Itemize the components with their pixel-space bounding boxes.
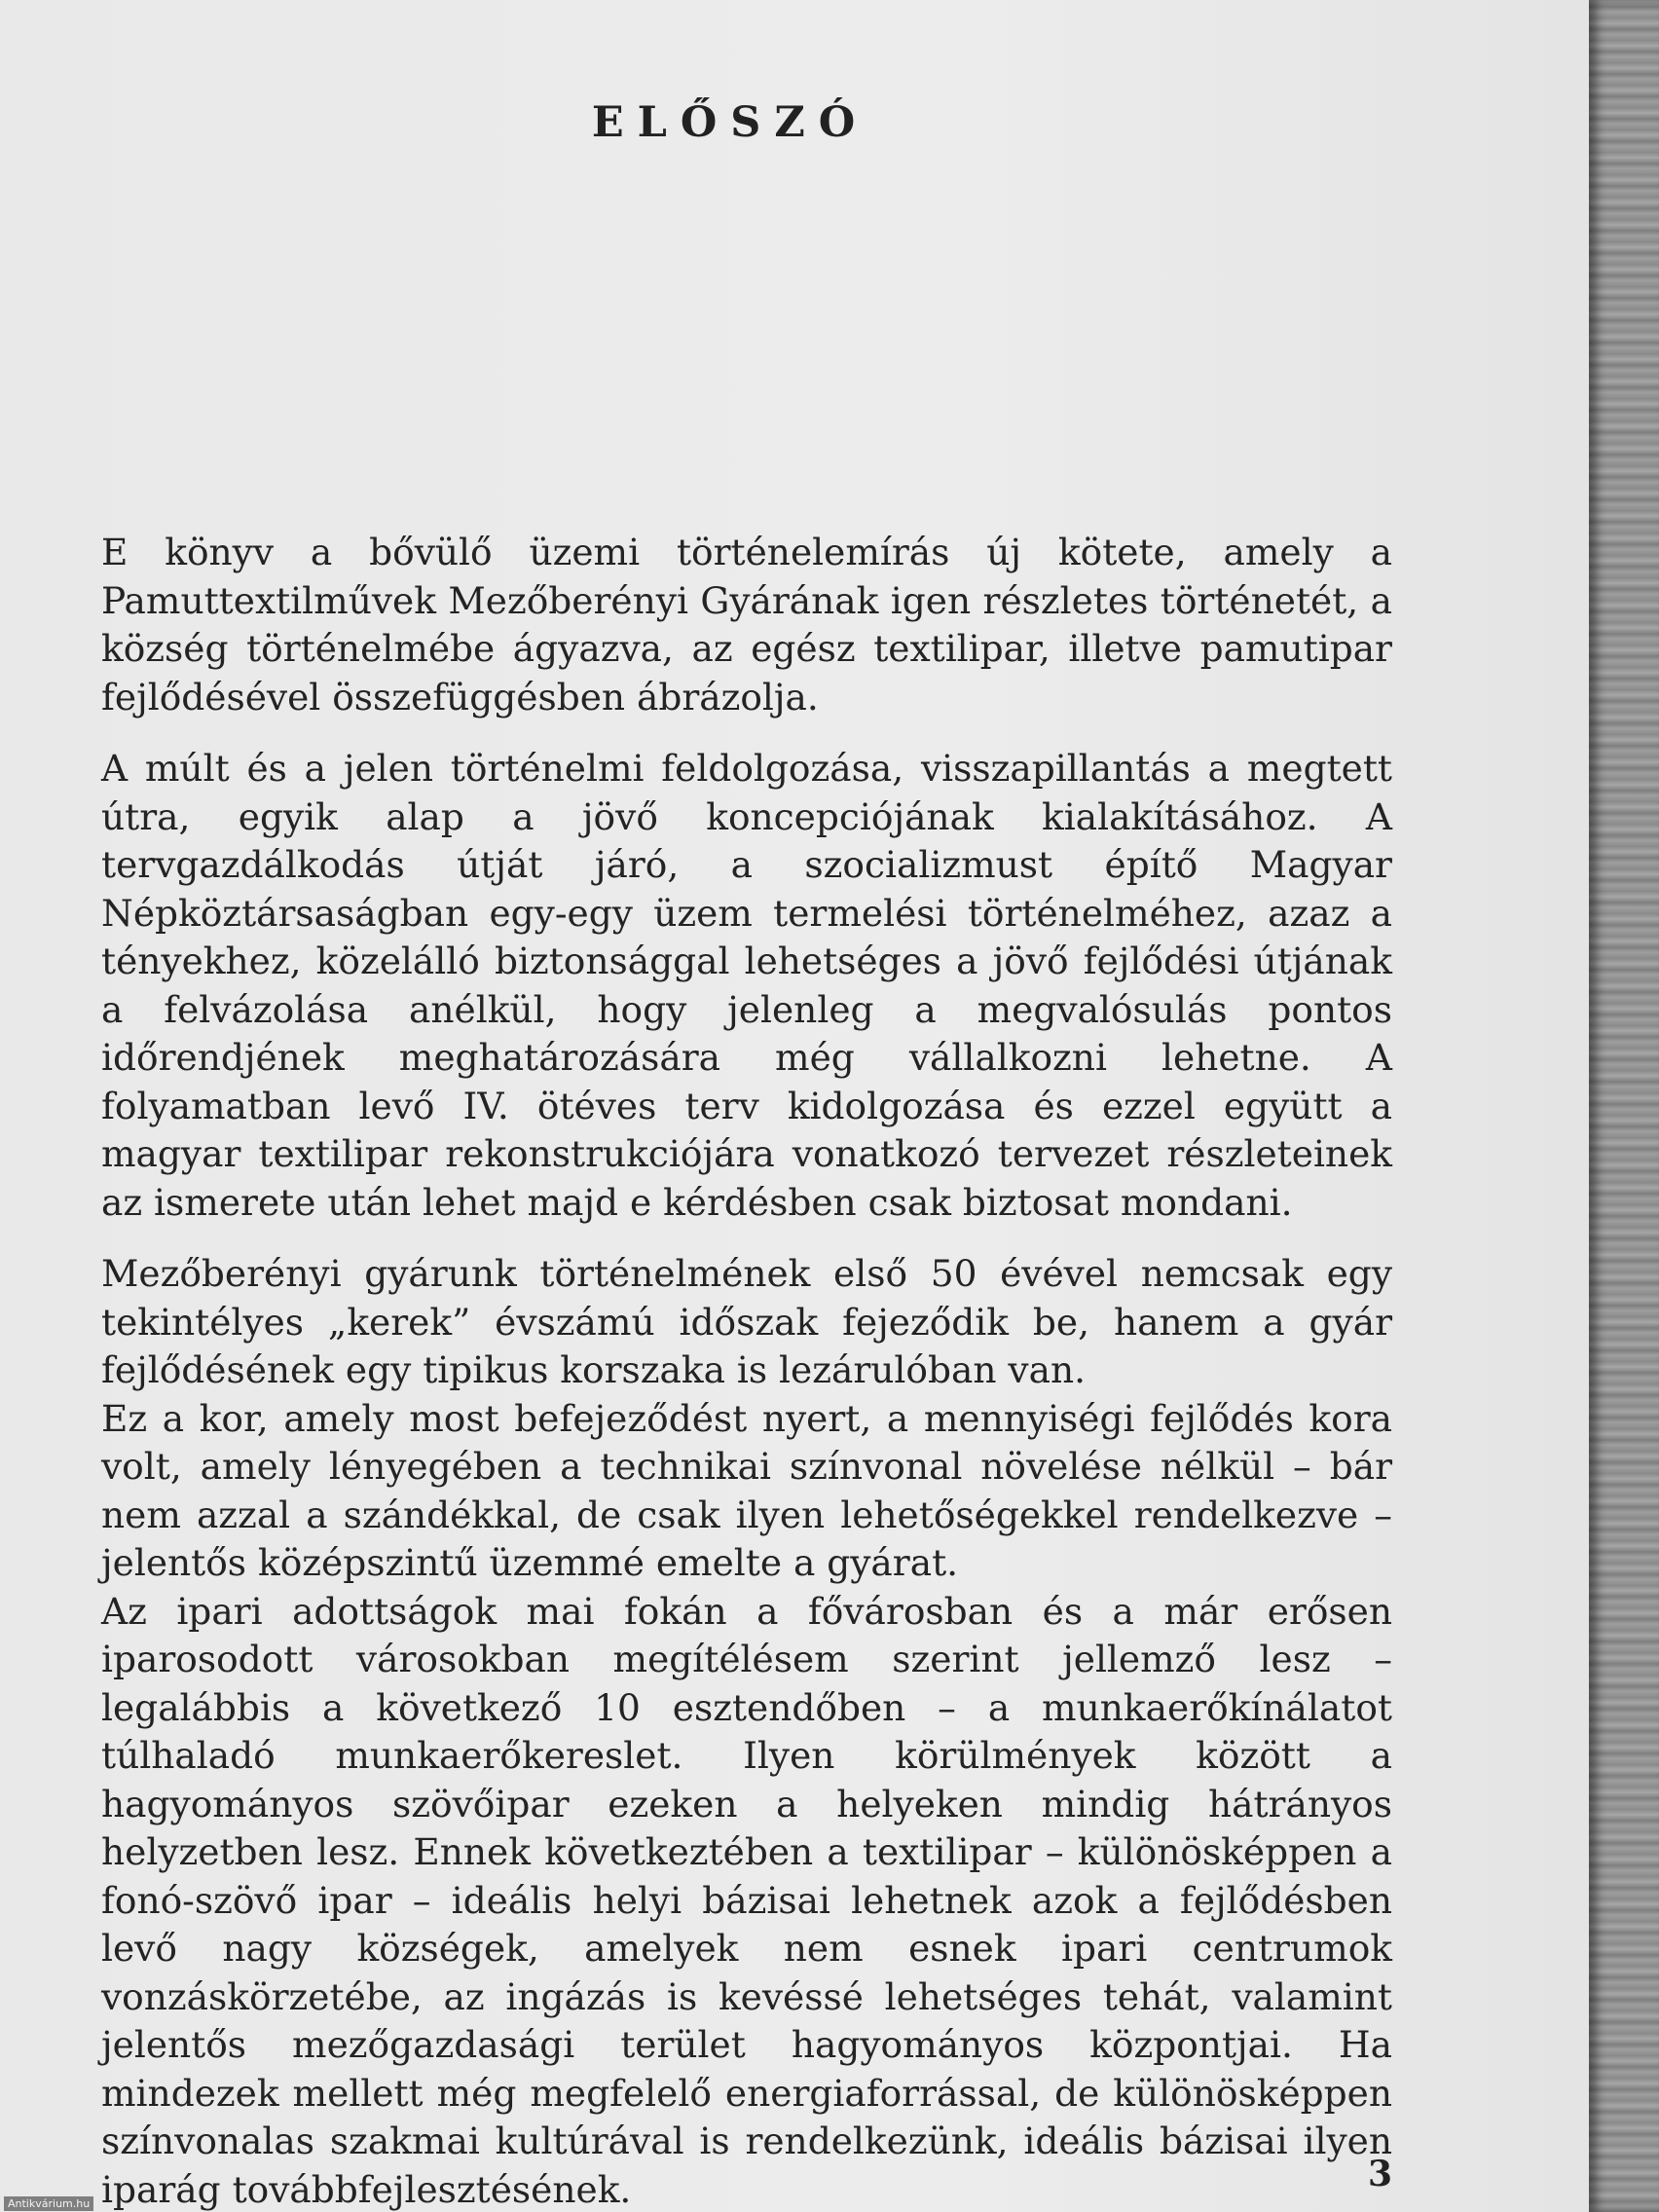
page-title: ELŐSZÓ	[591, 97, 869, 147]
body-text	[101, 529, 1392, 2212]
paragraph-2: A múlt és a jelen történelmi feldolgozása, visszapillantás a megtett útra, egyik alap a jövő koncepciójának kialakításához. A tervgazdálkodás útját járó, a szocializmust építő Magyar Népköztársaságban egy-egy üzem termelési történelméhez, azaz a tényekhez, közelálló biztonsággal lehetséges a jövő fejlődési útjának a felvázolása anélkül, hogy jelenleg a megvalósulás pontos időrendjének meghatározására még vállalkozni lehetne. A folyamatban levő IV. ötéves terv kidolgozása és ezzel együtt a magyar textilipar rekonstrukciójára vonatkozó tervezet részleteinek az ismerete után lehet majd e kérdésben csak biztosat mondani.	[101, 747, 1392, 1224]
page-edge-shadow	[1589, 0, 1659, 2212]
watermark: Antikvárium.hu	[4, 2196, 93, 2211]
paragraph-5: Az ipari adottságok mai fokán a fővárosban és a már erősen iparosodott városokban megítélésem szerint jellemző lesz – legalábbis a következő 10 esztendőben – a munkaerőkínálatot túlhaladó munkaerőkereslet. Ilyen körülmények között a hagyományos szövőipar ezeken a helyeken mindig hátrányos helyzetben lesz. Ennek következtében a textilipar – különösképpen a fonó-szövő ipar – ideális helyi bázisai lehetnek azok a fejlődésben levő nagy községek, amelyek nem esnek ipari centrumok vonzáskörzetébe, az ingázás is kevéssé lehetséges tehát, valamint jelentős mezőgazdasági terület hagyományos központjai. Ha mindezek mellett még megfelelő energiaforrással, de különösképpen színvonalas szakmai kultúrával is rendelkezünk, ideális bázisai ilyen iparág továbbfejlesztésének.	[101, 1589, 1392, 2211]
paragraph-4: Ez a kor, amely most befejeződést nyert, a mennyiségi fejlődés kora volt, amely lényegében a technikai színvonal növelése nélkül – bár nem azzal a szándékkal, de csak ilyen lehetőségekkel rendelkezve – jelentős középszintű üzemmé emelte a gyárat.	[101, 1396, 1392, 1584]
paragraph-1: E könyv a bővülő üzemi történelemírás új kötete, amely a Pamuttextilművek Mezőberényi Gyárának igen részletes történetét, a község történelmébe ágyazva, az egész textilipar, illetve pamutipar fejlődésével összefüggésben ábrázolja.	[101, 531, 1392, 719]
paragraph-3: Mezőberényi gyárunk történelmének első 50 évével nemcsak egy tekintélyes „kerek” évszámú időszak fejeződik be, hanem a gyár fejlődésének egy tipikus korszaka is lezárulóban van.	[101, 1252, 1392, 1391]
page-number: 3	[1368, 2154, 1393, 2194]
